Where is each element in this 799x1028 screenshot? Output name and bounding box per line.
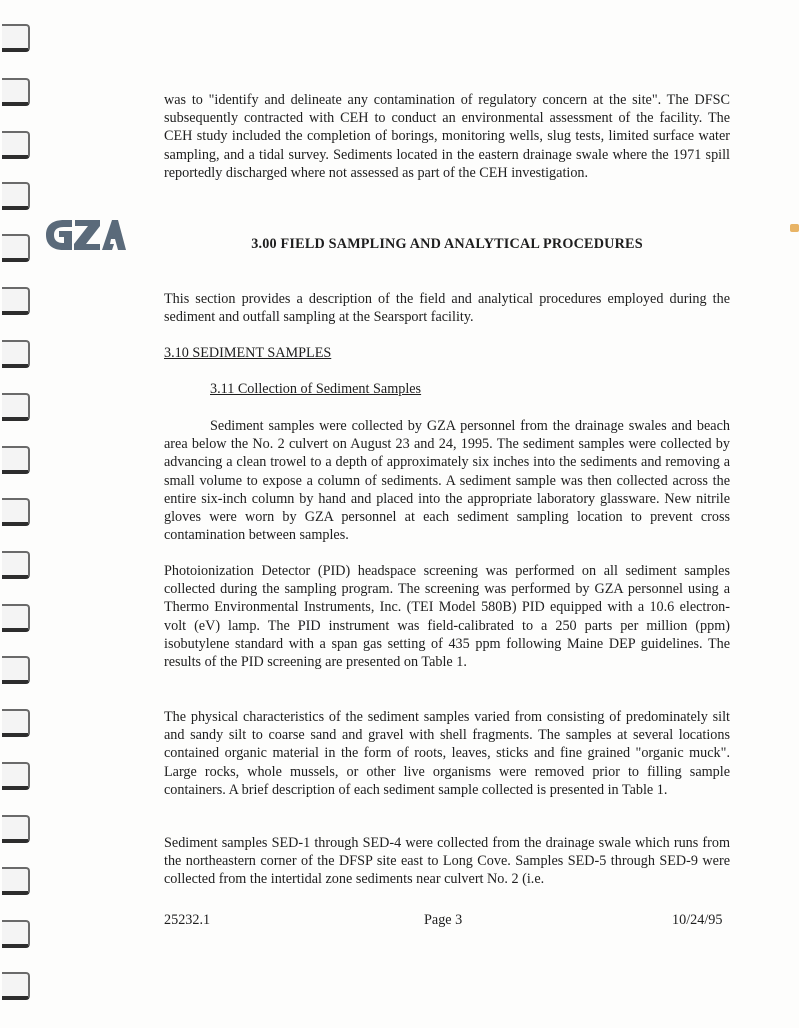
- binding-tab: [2, 604, 30, 632]
- subsection-title: 3.10 SEDIMENT SAMPLES: [164, 345, 332, 361]
- binding-tab: [2, 78, 30, 106]
- collection-paragraph: Sediment samples were collected by GZA personnel from the drainage swales and beach area below the No. 2 culvert on August 23 and 24, 1995. The sediment samples were collected by advancing a clean trowel to a depth of approximately six inches into the sediments and removing a small volume to expose a column of sediments. A sediment sample was then collected across the entire six-inch column by hand and placed into the appropriate laboratory glassware. New nitrile gloves were worn by GZA personnel at each sediment sampling location to prevent cross contamination between samples.: [164, 418, 730, 544]
- binding-tab: [2, 867, 30, 895]
- document-date: 10/24/95: [672, 912, 723, 928]
- binding-tab: [2, 24, 30, 52]
- binding-tab: [2, 498, 30, 526]
- binding-tab: [2, 551, 30, 579]
- intro-paragraph: was to "identify and delineate any contamination of regulatory concern at the site". The DFSC subsequently contracted with CEH to conduct an environmental assessment of the facility. The CEH study included the completion of borings, monitoring wells, slug tests, limited surface water sampling, and a tidal survey. Sediments located in the eastern drainage swale where the 1971 spill reportedly discharged where not assessed as part of the CEH investigation.: [164, 92, 730, 181]
- binding-tab: [2, 446, 30, 474]
- locations-paragraph: Sediment samples SED-1 through SED-4 were collected from the drainage swale which runs from the northeastern corner of the DFSP site east to Long Cove. Samples SED-5 through SED-9 were collected from the intertidal zone sediments near culvert No. 2 (i.e.: [164, 835, 730, 888]
- binding-tab: [2, 287, 30, 315]
- binding-tab: [2, 131, 30, 159]
- spiral-binding: [0, 0, 34, 1028]
- pid-paragraph: Photoionization Detector (PID) headspace screening was performed on all sediment samples collected during the sampling program. The screening was performed by GZA personnel using a Thermo Environmental Instruments, Inc. (TEI Model 580B) PID equipped with a 10.6 electron-volt (eV) lamp. The PID instrument was field-calibrated to a 250 parts per million (ppm) isobutylene standard with a span gas setting of 435 ppm following Maine DEP guidelines. The results of the PID screening are presented on Table 1.: [164, 563, 730, 671]
- binding-tab: [2, 815, 30, 843]
- section-heading: 3.00 FIELD SAMPLING AND ANALYTICAL PROCEDURES: [251, 236, 643, 252]
- paper-speck: [790, 224, 799, 232]
- gza-logo: [44, 218, 126, 252]
- binding-tab: [2, 393, 30, 421]
- binding-tab: [2, 920, 30, 948]
- section-description: This section provides a description of the field and analytical procedures employed during the sediment and outfall sampling at the Searsport facility.: [164, 291, 730, 326]
- binding-tab: [2, 234, 30, 262]
- sub-subsection-title: 3.11 Collection of Sediment Samples: [210, 381, 422, 397]
- binding-tab: [2, 182, 30, 210]
- binding-tab: [2, 340, 30, 368]
- binding-tab: [2, 972, 30, 1000]
- page-number: Page 3: [424, 912, 463, 928]
- document-number: 25232.1: [164, 912, 211, 928]
- physical-paragraph: The physical characteristics of the sediment samples varied from consisting of predominately silt and sandy silt to coarse sand and gravel with shell fragments. The samples at several locations contained organic material in the form of roots, leaves, sticks and fine grained "organic muck". Large rocks, whole mussels, or other live organisms were removed prior to filling sample containers. A brief description of each sediment sample collected is presented in Table 1.: [164, 709, 730, 798]
- binding-tab: [2, 762, 30, 790]
- binding-tab: [2, 709, 30, 737]
- binding-tab: [2, 656, 30, 684]
